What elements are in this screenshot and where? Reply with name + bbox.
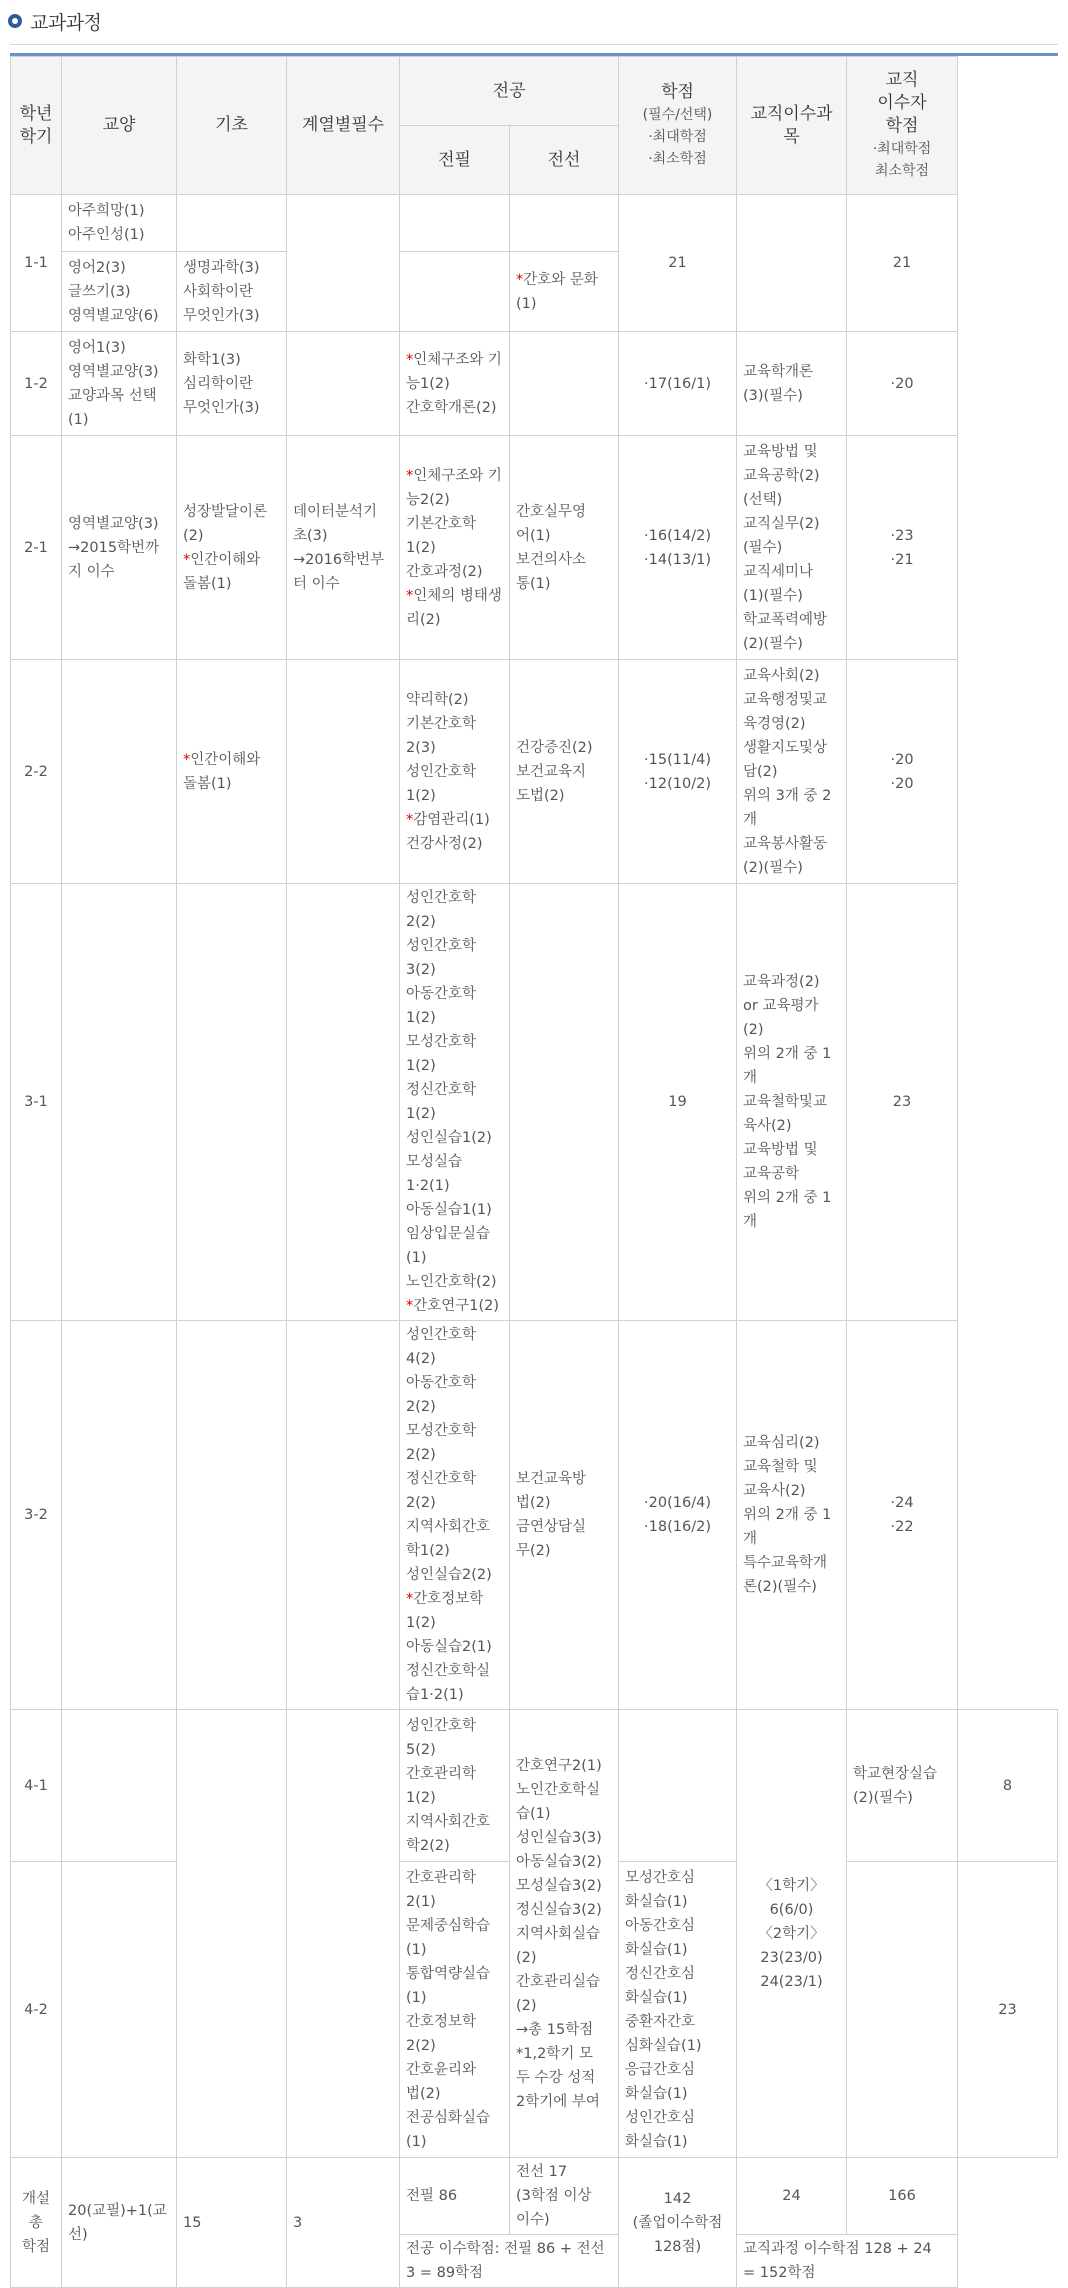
teacher-course-cell: 학교현장실습 (2)(필수) (847, 1710, 958, 1862)
header-row-1 (11, 57, 1058, 126)
jeonseon-cell (510, 195, 619, 252)
jeonpil-cell (400, 252, 510, 332)
gicho-cell: 생명과학(3) 사회학이란 무엇인가(3) (177, 252, 287, 332)
credit-cell: 〈1학기〉 6(6/0) 〈2학기〉 23(23/0) 24(23/1) (737, 1710, 847, 2158)
jeonseon-cell: 보건교육방 법(2) 금연상담실 무(2) (510, 1321, 619, 1710)
jeonpil-cell-shared: 간호연구2(1) 노인간호학실 습(1) 성인실습3(3) 아동실습3(2) 모성실습3(2) 정신실습3(2) 지역사회실습 (2) 간호관리실습 (2) →총 15학점 *1,2학기 모 두 수강 성적 2학기에 부여 (510, 1710, 619, 2158)
jeonseon-cell (510, 884, 619, 1321)
header-gicho: 기초 (177, 57, 287, 195)
credit-cell: ·16(14/2) ·14(13/1) (619, 436, 737, 660)
jeonpil-cell: 약리학(2) 기본간호학2(3) 성인간호학1(2) *감염관리(1) 건강사정(2) (400, 660, 510, 884)
gyeyeol-cell (287, 1321, 400, 1710)
header-teacher-course: 교직이수과목 (737, 57, 847, 195)
section-title: 교과과정 (30, 11, 102, 34)
section-heading (8, 6, 101, 36)
term-cell: 2-2 (11, 660, 62, 884)
gyeyeol-cell (287, 195, 400, 332)
term-cell: 4-1 (11, 1710, 62, 1862)
gicho-cell (177, 1321, 287, 1710)
gyoyang-cell (62, 1710, 177, 1862)
total-row (11, 2158, 1058, 2235)
jeonpil-cell: 성인간호학4(2) 아동간호학2(2) 모성간호학2(2) 정신간호학2(2) 지역사회간호학1(2) 성인실습2(2) *간호정보학1(2) 아동실습2(1) 정신간호학실습1·2(1) (400, 1321, 510, 1710)
teacher-credit-summary: 교직과정 이수학점 128 + 24 = 152학점 (737, 2235, 958, 2288)
gyoyang-cell: 영역별교양(3) →2015학번까 지 이수 (62, 436, 177, 660)
credit-cell: ·15(11/4) ·12(10/2) (619, 660, 737, 884)
credit-total: 142 (졸업이수학점 128점) (619, 2158, 737, 2288)
header-gyeyeol: 계열별필수 (287, 57, 400, 195)
teacher-course-cell: 교육심리(2) 교육철학 및 교육사(2) 위의 2개 중 1 개 특수교육학개 론(2)(필수) (737, 1321, 847, 1710)
teacher-credit-cell: ·20 ·20 (847, 660, 958, 884)
jeonseon-total: 전선 17 (3학점 이상 이수) (510, 2158, 619, 2235)
teacher-credit-cell: ·24 ·22 (847, 1321, 958, 1710)
table-row (11, 195, 1058, 252)
table-row (11, 436, 1058, 660)
header-term: 학년 학기 (11, 57, 62, 195)
jeonseon-cell: *간호와 문화 (1) (510, 252, 619, 332)
jeonpil-cell: 간호관리학 2(1) 문제중심학습 (1) 통합역량실습 (1) 간호정보학 2(2) 간호윤리와 법(2) 전공심화실습 (1) (400, 1862, 510, 2158)
teacher-credit-total: 166 (847, 2158, 958, 2235)
gyeyeol-cell (287, 1710, 400, 2158)
gyeyeol-cell (287, 332, 400, 436)
header-jeongong: 전공 (400, 57, 619, 126)
gyoyang-cell: 영어1(3) 영역별교양(3) 교양과목 선택 (1) (62, 332, 177, 436)
gyeyeol-cell: 데이터분석기 초(3) →2016학번부 터 이수 (287, 436, 400, 660)
jeonseon-cell: 모성간호심 화실습(1) 아동간호심 화실습(1) 정신간호심 화실습(1) 중환자간호 심화실습(1) 응급간호심 화실습(1) 성인간호심 화실습(1) (619, 1862, 737, 2158)
term-cell: 4-2 (11, 1862, 62, 2158)
required-mark: * (516, 271, 524, 288)
teacher-course-cell: 교육과정(2) or 교육평가 (2) 위의 2개 중 1 개 교육철학및교 육사(2) 교육방법 및 교육공학 위의 2개 중 1 개 (737, 884, 847, 1321)
table-row (11, 660, 1058, 884)
teacher-credit-cell: 21 (847, 195, 958, 332)
teacher-course-total: 24 (737, 2158, 847, 2235)
header-gyoyang: 교양 (62, 57, 177, 195)
teacher-course-cell (847, 1862, 958, 2158)
header-jeonseon: 전선 (510, 126, 619, 195)
gyoyang-cell (62, 884, 177, 1321)
teacher-credit-cell: 23 (847, 884, 958, 1321)
gyeyeol-cell (287, 660, 400, 884)
term-cell: 3-2 (11, 1321, 62, 1710)
teacher-course-cell (737, 195, 847, 332)
jeonseon-cell: 건강증진(2) 보건교육지 도법(2) (510, 660, 619, 884)
header-teacher-credit: 교직 이수자 학점 ·최대학점 최소학점 (847, 57, 958, 195)
gyeyeol-cell (287, 884, 400, 1321)
jeonseon-cell: 간호실무영 어(1) 보건의사소 통(1) (510, 436, 619, 660)
table-row (11, 1710, 1058, 1862)
jeonseon-cell (510, 332, 619, 436)
jeonseon-cell (619, 1710, 737, 1862)
gyoyang-cell: 아주희망(1) 아주인성(1) (62, 195, 177, 252)
credit-cell: ·20(16/4) ·18(16/2) (619, 1321, 737, 1710)
divider (10, 44, 1058, 45)
table-row (11, 1321, 1058, 1710)
circle-bullet-icon (8, 14, 22, 28)
credit-cell: 21 (619, 195, 737, 332)
teacher-course-cell: 교육방법 및 교육공학(2) (선택) 교직실무(2) (필수) 교직세미나 (1)(필수) 학교폭력예방 (2)(필수) (737, 436, 847, 660)
gyoyang-cell (62, 1862, 177, 2158)
table-row (11, 884, 1058, 1321)
credit-cell: ·17(16/1) (619, 332, 737, 436)
jeonpil-cell: 성인간호학 5(2) 간호관리학 1(2) 지역사회간호 학2(2) (400, 1710, 510, 1862)
curriculum-table (10, 56, 1058, 2288)
term-cell: 3-1 (11, 884, 62, 1321)
jeonpil-cell (400, 195, 510, 252)
gicho-cell: *인간이해와 돌봄(1) (177, 660, 287, 884)
term-cell: 1-1 (11, 195, 62, 332)
term-cell: 2-1 (11, 436, 62, 660)
gicho-cell: 화학1(3) 심리학이란 무엇인가(3) (177, 332, 287, 436)
gyoyang-cell (62, 660, 177, 884)
teacher-credit-cell: ·20 (847, 332, 958, 436)
jeonpil-cell: *인체구조와 기능1(2) 간호학개론(2) (400, 332, 510, 436)
teacher-course-cell: 교육사회(2) 교육행정및교 육경영(2) 생활지도및상 담(2) 위의 3개 중 2 개 교육봉사활동 (2)(필수) (737, 660, 847, 884)
teacher-credit-cell: 8 (958, 1710, 1058, 1862)
gyoyang-total: 20(교필)+1(교 선) (62, 2158, 177, 2288)
gicho-total: 15 (177, 2158, 287, 2288)
gicho-cell: 성장발달이론 (2) *인간이해와 돌봄(1) (177, 436, 287, 660)
term-cell: 개설 총 학점 (11, 2158, 62, 2288)
header-jeonpil: 전필 (400, 126, 510, 195)
teacher-credit-cell: ·23 ·21 (847, 436, 958, 660)
jeonpil-total: 전필 86 (400, 2158, 510, 2235)
gicho-cell (177, 1710, 287, 2158)
teacher-course-cell: 교육학개론 (3)(필수) (737, 332, 847, 436)
gyoyang-cell (62, 1321, 177, 1710)
major-credit-summary: 전공 이수학점: 전필 86 + 전선 3 = 89학점 (400, 2235, 619, 2288)
gyoyang-cell: 영어2(3) 글쓰기(3) 영역별교양(6) (62, 252, 177, 332)
table-row (11, 332, 1058, 436)
jeonpil-cell: *인체구조와 기능2(2) 기본간호학1(2) 간호과정(2) *인체의 병태생리(2) (400, 436, 510, 660)
gicho-cell (177, 195, 287, 252)
header-credit: 학점 (필수/선택) ·최대학점 ·최소학점 (619, 57, 737, 195)
credit-cell: 19 (619, 884, 737, 1321)
teacher-credit-cell: 23 (958, 1862, 1058, 2158)
gicho-cell (177, 884, 287, 1321)
term-cell: 1-2 (11, 332, 62, 436)
gyeyeol-total: 3 (287, 2158, 400, 2288)
jeonpil-cell: 성인간호학2(2) 성인간호학3(2) 아동간호학1(2) 모성간호학1(2) 정신간호학1(2) 성인실습1(2) 모성실습1·2(1) 아동실습1(1) 임상입문실습(1) 노인간호학(2) *간호연구1(2) (400, 884, 510, 1321)
